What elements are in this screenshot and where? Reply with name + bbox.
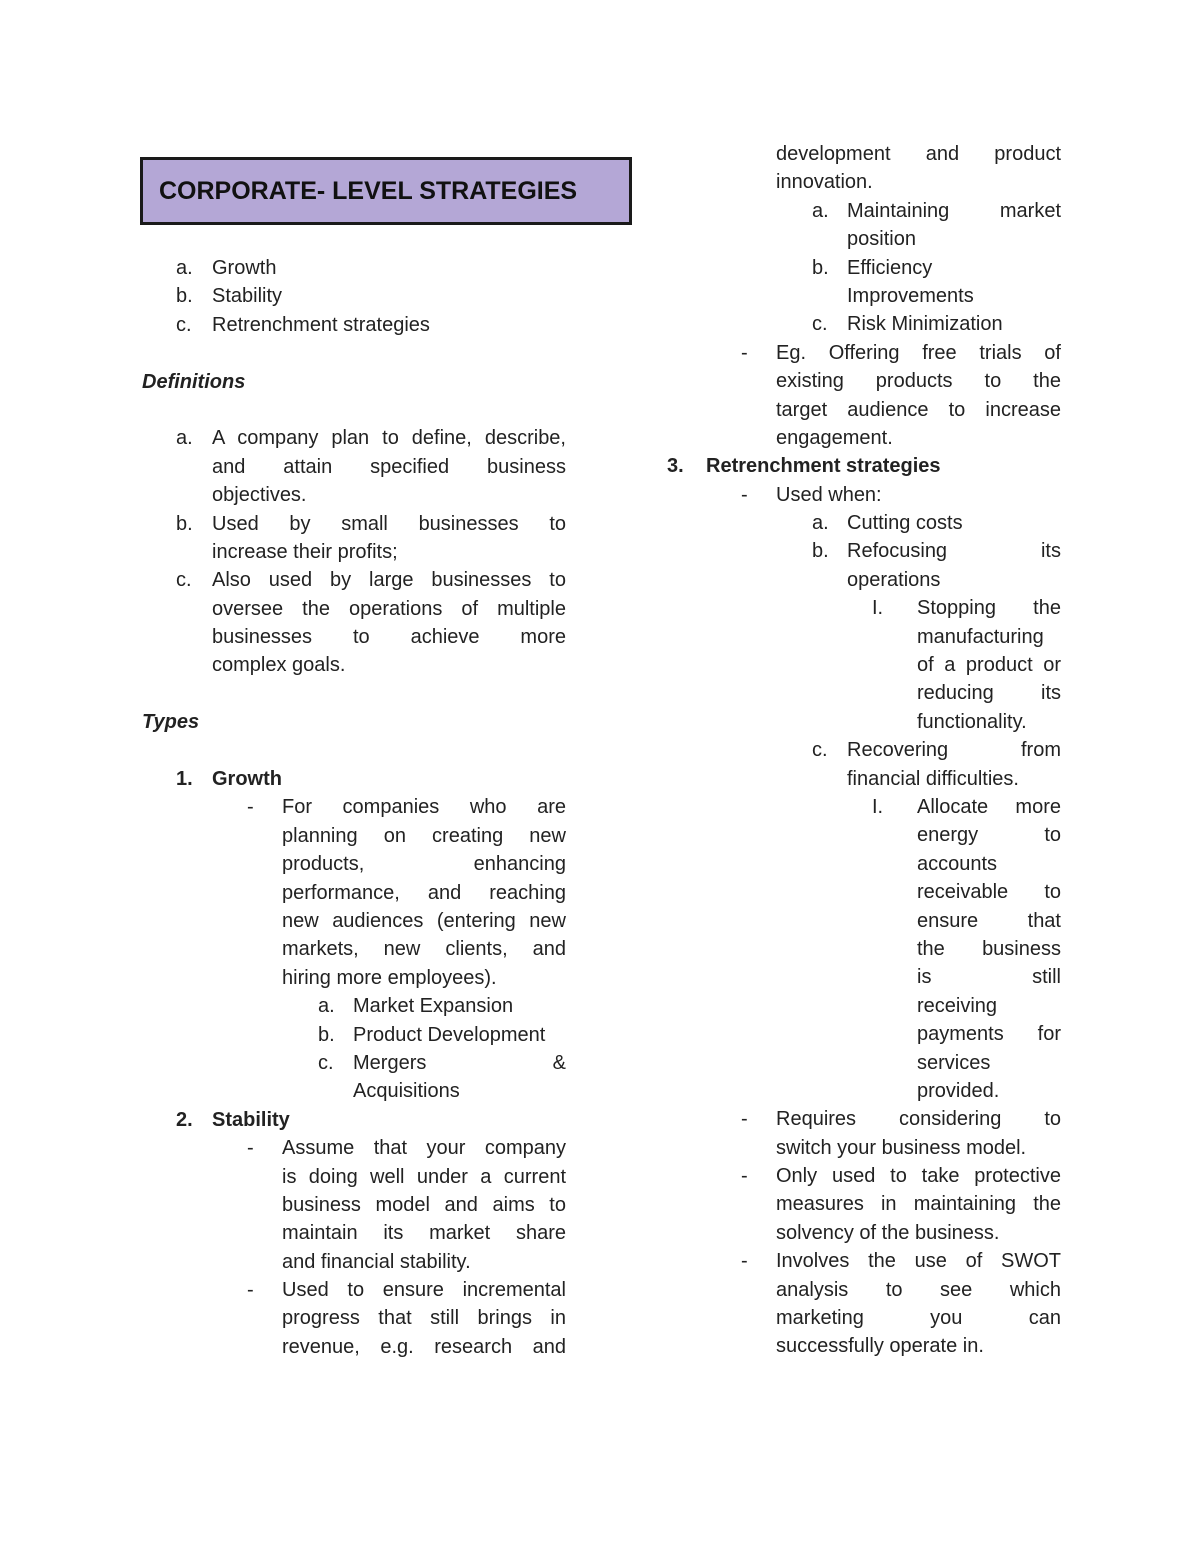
stability-bullet <box>667 140 1061 168</box>
line-text: development and product <box>776 143 1061 165</box>
title-box <box>140 157 632 225</box>
retrenchment-case <box>667 566 1061 594</box>
right-column <box>667 140 1061 1361</box>
retrenchment-sub-item <box>667 935 1061 963</box>
line-text: Growth <box>212 768 282 791</box>
retrenchment-case <box>667 736 1061 764</box>
line-text: Efficiency <box>847 256 933 279</box>
line-text: position <box>847 228 916 251</box>
line-text: Also used by large businesses to <box>212 569 566 592</box>
retrenchment-case <box>667 765 1061 793</box>
line-text: oversee the operations of multiple <box>212 597 566 620</box>
line-text: is still <box>917 966 1061 989</box>
page-title: CORPORATE- LEVEL STRATEGIES <box>159 177 578 205</box>
line-text: A company plan to define, describe, <box>212 427 566 450</box>
line-text: services <box>917 1051 991 1074</box>
definition-item <box>142 481 566 509</box>
retrenchment-heading <box>667 452 1061 480</box>
line-text: target audience to increase <box>776 398 1061 421</box>
line-text: Stopping the <box>917 597 1061 620</box>
line-text: complex goals. <box>212 654 346 677</box>
retrenchment-bullet <box>667 1247 1061 1275</box>
line-text: revenue, e.g. research and <box>282 1335 566 1358</box>
line-text: Product Development <box>353 1023 546 1046</box>
growth-description <box>142 935 566 963</box>
line-text: Stability <box>212 1108 290 1131</box>
line-text: hiring more employees). <box>282 966 497 989</box>
definitions-heading-text: Definitions <box>142 370 246 393</box>
line-text: Retrenchment strategies <box>706 455 941 478</box>
line-text: increase their profits; <box>212 540 398 563</box>
strategy-list-item <box>142 282 566 310</box>
retrenchment-bullet <box>667 1162 1061 1190</box>
definition-item <box>142 651 566 679</box>
line-text: progress that still brings in <box>282 1307 566 1330</box>
line-text: ensure that <box>917 909 1061 932</box>
line-text: successfully operate in. <box>776 1335 984 1358</box>
list-marker: - <box>741 1108 748 1131</box>
line-text: Risk Minimization <box>847 313 1003 336</box>
definition-item <box>142 538 566 566</box>
list-marker: b. <box>812 256 829 279</box>
definition-item <box>142 510 566 538</box>
growth-description <box>142 793 566 821</box>
list-marker: - <box>247 1279 254 1302</box>
stability-bullet <box>142 1163 566 1191</box>
retrenchment-bullet <box>667 1190 1061 1218</box>
list-marker: c. <box>812 739 828 762</box>
retrenchment-case <box>667 537 1061 565</box>
list-marker: 1. <box>176 768 193 791</box>
retrenchment-sub-item <box>667 594 1061 622</box>
line-text: marketing you can <box>776 1307 1061 1330</box>
line-text: maintain its market share <box>282 1222 566 1245</box>
stability-example <box>667 367 1061 395</box>
list-marker: a. <box>812 199 829 222</box>
retrenchment-sub-item <box>667 821 1061 849</box>
list-marker: c. <box>176 313 192 336</box>
retrenchment-sub-item <box>667 651 1061 679</box>
line-text: manufacturing <box>917 625 1044 648</box>
retrenchment-bullet <box>667 1219 1061 1247</box>
line-text: Used by small businesses to <box>212 512 566 535</box>
retrenchment-sub-item <box>667 1077 1061 1105</box>
growth-description <box>142 907 566 935</box>
definitions-heading <box>142 368 566 396</box>
retrenchment-sub-item <box>667 878 1061 906</box>
line-text: receiving <box>917 994 998 1017</box>
line-text: and financial stability. <box>282 1250 471 1273</box>
line-text: of a product or <box>917 654 1061 677</box>
line-text: energy to <box>917 824 1061 847</box>
retrenchment-case <box>667 509 1061 537</box>
list-marker: a. <box>176 257 193 279</box>
line-text: Growth <box>212 257 277 279</box>
list-marker: b. <box>318 1023 335 1046</box>
line-text: switch your business model. <box>776 1136 1027 1159</box>
types-heading-text: Types <box>142 711 200 734</box>
retrenchment-bullet <box>667 1304 1061 1332</box>
left-column <box>142 254 566 1361</box>
line-text: Cutting costs <box>847 512 963 535</box>
line-text: Requires considering to <box>776 1108 1061 1131</box>
line-text: reducing its <box>917 682 1061 705</box>
retrenchment-sub-item <box>667 850 1061 878</box>
stability-bullet <box>142 1333 566 1361</box>
list-marker: - <box>741 1165 748 1188</box>
line-text: products, enhancing <box>282 853 566 876</box>
retrenchment-sub-item <box>667 907 1061 935</box>
stability-bullet <box>142 1219 566 1247</box>
line-text: planning on creating new <box>282 824 566 847</box>
spacer <box>142 396 566 424</box>
stability-bullet <box>142 1276 566 1304</box>
retrenchment-sub-item <box>667 963 1061 991</box>
growth-description <box>142 879 566 907</box>
definition-item <box>142 623 566 651</box>
list-marker: 2. <box>176 1108 193 1131</box>
line-text: existing products to the <box>776 370 1061 393</box>
retrenchment-bullet <box>667 1276 1061 1304</box>
stability-example <box>667 424 1061 452</box>
used-when <box>667 481 1061 509</box>
list-marker: a. <box>176 427 193 450</box>
line-text: Market Expansion <box>353 995 514 1018</box>
growth-heading <box>142 765 566 793</box>
stability-sub-item <box>667 282 1061 310</box>
retrenchment-bullet <box>667 1134 1061 1162</box>
retrenchment-bullet <box>667 1332 1061 1360</box>
list-marker: a. <box>812 512 829 535</box>
stability-bullet <box>142 1134 566 1162</box>
list-marker: a. <box>318 995 335 1018</box>
line-text: Recovering from <box>847 739 1061 762</box>
line-text: payments for <box>917 1023 1061 1046</box>
line-text: business model and aims to <box>282 1193 566 1216</box>
line-text: new audiences (entering new <box>282 909 566 932</box>
line-text: objectives. <box>212 484 307 507</box>
growth-sub-item <box>142 1077 566 1105</box>
retrenchment-sub-item <box>667 992 1061 1020</box>
growth-description <box>142 850 566 878</box>
line-text: receivable to <box>917 881 1061 904</box>
list-marker: - <box>247 796 254 819</box>
line-text: Eg. Offering free trials of <box>776 341 1061 364</box>
list-marker: - <box>741 483 748 506</box>
line-text: markets, new clients, and <box>282 938 566 961</box>
stability-example <box>667 396 1061 424</box>
list-marker: b. <box>176 285 193 308</box>
line-text: Stability <box>212 285 283 308</box>
stability-sub-item <box>667 197 1061 225</box>
line-text: Assume that your company <box>282 1137 566 1160</box>
line-text: solvency of the business. <box>776 1221 1000 1244</box>
line-text: Retrenchment strategies <box>212 313 430 336</box>
list-marker: - <box>741 1250 748 1273</box>
line-text: Used to ensure incremental <box>282 1279 566 1302</box>
stability-example <box>667 339 1061 367</box>
stability-bullet <box>142 1304 566 1332</box>
growth-description <box>142 822 566 850</box>
line-text: performance, and reaching <box>282 881 566 904</box>
line-text: businesses to achieve more <box>212 626 566 649</box>
line-text: engagement. <box>776 426 893 449</box>
definition-item <box>142 424 566 452</box>
list-marker: b. <box>812 540 829 563</box>
line-text: Acquisitions <box>353 1080 460 1103</box>
list-marker: I. <box>872 597 884 620</box>
line-text: Improvements <box>847 284 974 307</box>
retrenchment-sub-item <box>667 623 1061 651</box>
line-text: Involves the use of SWOT <box>776 1250 1061 1273</box>
growth-description <box>142 964 566 992</box>
line-text: measures in maintaining the <box>776 1193 1061 1216</box>
definition-item <box>142 566 566 594</box>
retrenchment-sub-item <box>667 679 1061 707</box>
retrenchment-sub-item <box>667 1020 1061 1048</box>
line-text: operations <box>847 568 941 591</box>
list-marker: c. <box>176 569 192 592</box>
definition-item <box>142 453 566 481</box>
stability-bullet <box>142 1248 566 1276</box>
line-text: is doing well under a current <box>282 1165 566 1188</box>
stability-bullet <box>142 1191 566 1219</box>
stability-heading <box>142 1106 566 1134</box>
growth-sub-item <box>142 1049 566 1077</box>
retrenchment-sub-item <box>667 1049 1061 1077</box>
line-text: functionality. <box>917 710 1027 733</box>
list-marker: I. <box>872 795 884 818</box>
retrenchment-sub-item <box>667 793 1061 821</box>
spacer <box>142 737 566 765</box>
strategy-list-item <box>142 311 566 339</box>
retrenchment-bullet <box>667 1105 1061 1133</box>
strategy-list-item <box>142 254 566 282</box>
retrenchment-sub-item <box>667 708 1061 736</box>
spacer <box>142 680 566 708</box>
line-text: provided. <box>917 1079 1000 1102</box>
list-marker: - <box>741 341 748 364</box>
growth-sub-item <box>142 992 566 1020</box>
line-text: and attain specified business <box>212 455 566 478</box>
line-text: Only used to take protective <box>776 1165 1061 1188</box>
list-marker: c. <box>318 1051 334 1074</box>
list-marker: 3. <box>667 455 684 478</box>
line-text: Allocate more <box>917 795 1061 818</box>
list-marker: b. <box>176 512 193 535</box>
growth-sub-item <box>142 1021 566 1049</box>
line-text: the business <box>917 937 1061 960</box>
line-text: Refocusing its <box>847 540 1061 563</box>
stability-bullet <box>667 168 1061 196</box>
line-text: Used when: <box>776 483 882 506</box>
line-text: Maintaining market <box>847 199 1061 222</box>
line-text: Mergers & <box>353 1051 566 1074</box>
stability-sub-item <box>667 225 1061 253</box>
definition-item <box>142 595 566 623</box>
stability-sub-item <box>667 254 1061 282</box>
list-marker: c. <box>812 313 828 336</box>
types-heading <box>142 708 566 736</box>
line-text: analysis to see which <box>776 1278 1061 1301</box>
spacer <box>142 339 566 367</box>
line-text: financial difficulties. <box>847 767 1019 790</box>
line-text: innovation. <box>776 171 873 194</box>
line-text: accounts <box>917 852 998 875</box>
list-marker: - <box>247 1137 254 1160</box>
stability-sub-item <box>667 310 1061 338</box>
line-text: For companies who are <box>282 796 566 819</box>
